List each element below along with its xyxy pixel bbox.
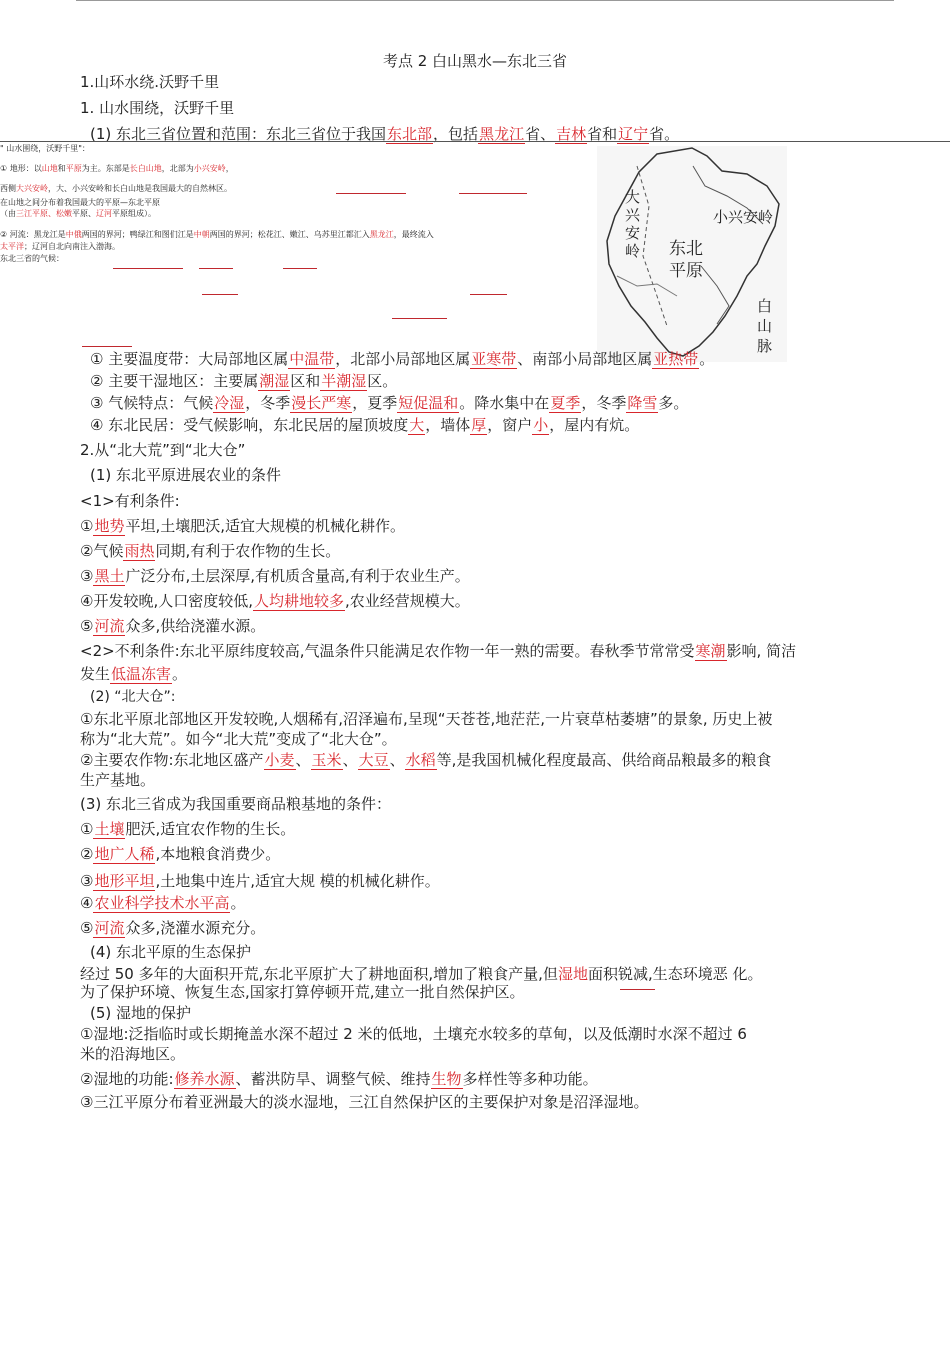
paragraph: <2>不利条件:东北平原纬度较高,气温条件只能满足农作物一年一熟的需要。春秋季节常常受寒潮影响, 简洁 <box>80 642 797 660</box>
subsection-heading: (2) “北大仓”: <box>90 689 176 705</box>
list-item: ③黑土广泛分布,土层深厚,有机质含量高,有利于农业生产。 <box>80 567 470 585</box>
map-label-csm: 白山脉 <box>757 297 773 355</box>
paragraph: ②湿地的功能:修养水源、蓄洪防旱、调整气候、维持生物多样性等多种功能。 <box>80 1070 598 1088</box>
section-heading: 1. 山水围绕，沃野千里 <box>80 99 235 117</box>
answer: 黑龙江 <box>479 125 525 143</box>
list-item: ④开发较晚,人口密度较低,人均耕地较多,农业经营规模大。 <box>80 592 470 610</box>
list-item: ①地势平坦,土壤肥沃,适宜大规模的机械化耕作。 <box>80 517 406 535</box>
location-line: (1) 东北三省位置和范围：东北三省位于我国东北部，包括黑龙江省、吉林省和辽宁省。 <box>90 125 680 143</box>
paragraph: 经过 50 多年的大面积开荒,东北平原扩大了耕地面积,增加了粮食产量,但湿地面积锐减,生态环境恶 化。 <box>80 965 763 983</box>
page-top-rule <box>76 0 894 1</box>
section-heading: 1.山环水绕.沃野千里 <box>80 73 220 91</box>
paragraph: 称为“北大荒”。如今“北大荒”变成了“北大仓”。 <box>80 730 397 748</box>
paragraph: ①东北平原北部地区开发较晚,人烟稀有,沼泽遍布,呈现“天苍苍,地茫茫,一片衰草枯萎塘”的景象, 历史上被 <box>80 710 773 728</box>
divider <box>0 141 950 142</box>
fill-blank-line <box>620 989 655 990</box>
list-item: ①土壤肥沃,适宜农作物的生长。 <box>80 820 296 838</box>
list-item: ④农业科学技术水平高。 <box>80 894 246 912</box>
paragraph: 生产基地。 <box>80 771 156 789</box>
paragraph: 发生低温冻害。 <box>80 665 188 683</box>
answer: 吉林 <box>556 125 587 143</box>
list-item: ⑤河流众多,供给浇灌水源。 <box>80 617 266 635</box>
list-item: ③地形平坦,土地集中连片,适宜大规 模的机械化耕作。 <box>80 872 440 890</box>
subsection-heading: (1) 东北平原进展农业的条件 <box>90 466 282 484</box>
northeast-map <box>597 146 787 362</box>
paragraph: 米的沿海地区。 <box>80 1045 186 1063</box>
section-heading: 2.从“北大荒”到“北大仓” <box>80 441 246 459</box>
climate-line: ③ 气候特点：气候冷湿，冬季漫长严寒，夏季短促温和。降水集中在夏季，冬季降雪多。 <box>90 394 689 412</box>
paragraph: <1>有利条件: <box>80 492 180 510</box>
map-label-dxal: 大兴安岭 <box>625 188 641 260</box>
page-title: 考点 2 白山黑水—东北三省 <box>382 52 568 70</box>
paragraph: ③三江平原分布着亚洲最大的淡水湿地，三江自然保护区的主要保护对象是沼泽湿地。 <box>80 1093 649 1111</box>
list-item: ⑤河流众多,浇灌水源充分。 <box>80 919 266 937</box>
list-item: ②地广人稀,本地粮食消费少。 <box>80 845 281 863</box>
climate-line: ④ 东北民居：受气候影响，东北民居的屋顶坡度大，墙体厚，窗户小，屋内有炕。 <box>90 416 640 434</box>
map-label-dbpy: 东北平原 <box>669 239 703 281</box>
subsection-heading: (4) 东北平原的生态保护 <box>90 943 252 961</box>
paragraph: 为了保护环境、恢复生态,国家打算停顿开荒,建立一批自然保护区。 <box>80 983 525 1001</box>
answer: 辽宁 <box>618 125 649 143</box>
map-label-xxal: 小兴安岭 <box>713 208 774 226</box>
climate-line: ① 主要温度带：大局部地区属中温带，北部小局部地区属亚寒带、南部小局部地区属亚热带。 <box>90 350 715 368</box>
subsection-heading: (3) 东北三省成为我国重要商品粮基地的条件： <box>80 795 392 813</box>
climate-line: ② 主要干湿地区：主要属潮湿区和半潮湿区。 <box>90 372 398 390</box>
subsection-heading: (5) 湿地的保护 <box>90 1004 192 1022</box>
list-item: ②气候雨热同期,有利于农作物的生长。 <box>80 542 341 560</box>
paragraph: ②主要农作物:东北地区盛产小麦、玉米、大豆、水稻等,是我国机械化程度最高、供给商品粮最多的粮食 <box>80 751 772 769</box>
answer: 东北部 <box>387 125 433 143</box>
paragraph: ①湿地:泛指临时或长期掩盖水深不超过 2 米的低地，土壤充水较多的草甸，以及低潮时水深不超过 6 <box>80 1025 747 1043</box>
